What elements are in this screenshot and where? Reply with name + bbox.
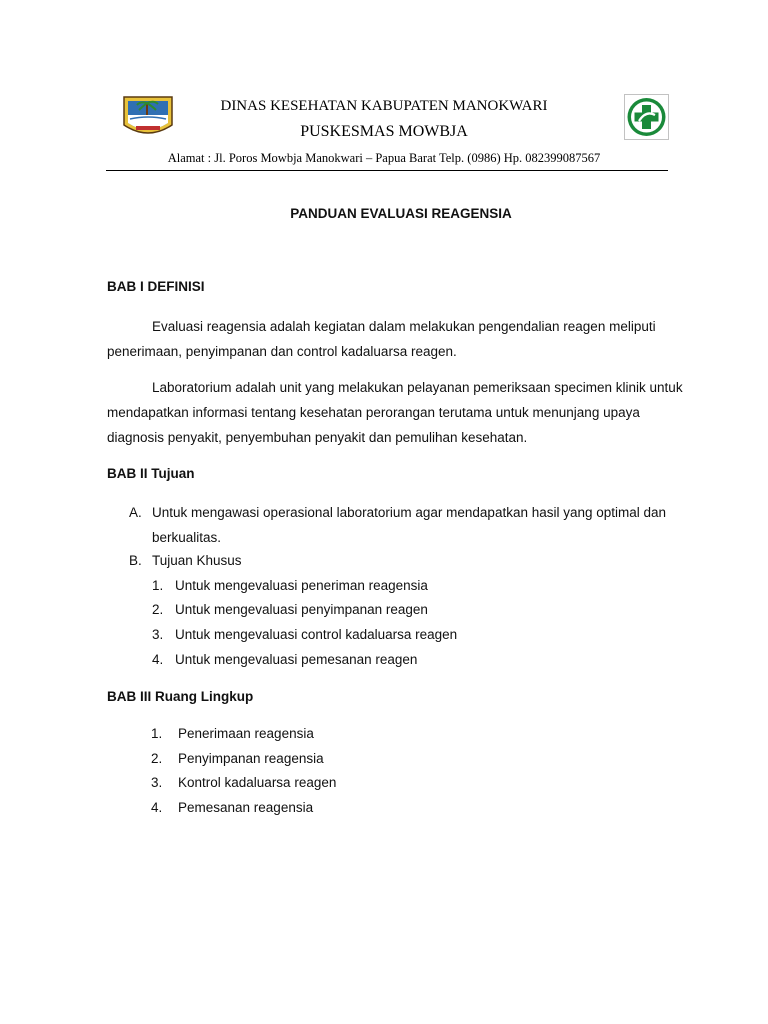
puskesmas-name: PUSKESMAS MOWBJA	[300, 123, 468, 140]
list-marker: B.	[129, 553, 142, 568]
list-item	[151, 770, 551, 795]
list-item	[152, 597, 552, 622]
bab2-a-line1: Untuk mengawasi operasional laboratorium agar mendapatkan hasil yang optimal dan	[152, 505, 667, 520]
list-item-text: Penyimpanan reagensia	[178, 751, 324, 766]
list-marker: 1.	[152, 578, 164, 593]
puskesmas-logo-icon	[624, 94, 669, 140]
bab2-b-text: Tujuan Khusus	[152, 553, 242, 568]
list-item-text: Pemesanan reagensia	[178, 800, 314, 815]
list-marker: 3.	[151, 775, 163, 790]
document-title: PANDUAN EVALUASI REAGENSIA	[290, 206, 512, 221]
list-marker: A.	[129, 505, 142, 520]
list-marker: 4.	[151, 800, 163, 815]
bab3-heading: BAB III Ruang Lingkup	[107, 689, 254, 704]
list-item-text: Untuk mengevaluasi peneriman reagensia	[175, 578, 428, 593]
bab1-para2-line1: Laboratorium adalah unit yang melakukan pelayanan pemeriksaan specimen klinik untuk	[152, 380, 683, 395]
bab2-heading: BAB II Tujuan	[107, 466, 195, 481]
list-marker: 1.	[151, 726, 163, 741]
list-marker: 3.	[152, 627, 164, 642]
list-item	[151, 721, 551, 746]
list-item	[152, 622, 552, 647]
bab1-heading: BAB I DEFINISI	[107, 279, 205, 294]
bab2-a-line2: berkualitas.	[152, 530, 222, 545]
list-marker: 4.	[152, 652, 164, 667]
list-item	[152, 647, 552, 672]
list-item-text: Kontrol kadaluarsa reagen	[178, 775, 337, 790]
list-item-text: Untuk mengevaluasi pemesanan reagen	[175, 652, 418, 667]
bab1-para1-line2: penerimaan, penyimpanan dan control kadaluarsa reagen.	[107, 344, 457, 359]
list-item	[151, 795, 551, 820]
bab1-para1-line1: Evaluasi reagensia adalah kegiatan dalam melakukan pengendalian reagen meliputi	[152, 319, 656, 334]
agency-name: DINAS KESEHATAN KABUPATEN MANOKWARI	[220, 98, 548, 114]
list-item-text: Penerimaan reagensia	[178, 726, 314, 741]
list-item	[151, 746, 551, 771]
list-marker: 2.	[151, 751, 163, 766]
bab1-paragraph-1	[107, 314, 687, 364]
list-item-text: Untuk mengevaluasi penyimpanan reagen	[175, 602, 428, 617]
list-item	[129, 500, 689, 550]
list-item	[129, 548, 529, 573]
letterhead-divider	[106, 170, 668, 171]
list-item	[152, 573, 552, 598]
list-marker: 2.	[152, 602, 164, 617]
bab1-para2-line3: diagnosis penyakit, penyembuhan penyakit dan pemulihan kesehatan.	[107, 430, 528, 445]
bab1-para2-line2: mendapatkan informasi tentang kesehatan perorangan terutama untuk menunjang upaya	[107, 405, 640, 420]
list-item-text: Untuk mengevaluasi control kadaluarsa reagen	[175, 627, 458, 642]
bab1-paragraph-2	[107, 375, 687, 450]
address-line: Alamat : Jl. Poros Mowbja Manokwari – Papua Barat Telp. (0986) Hp. 082399087567	[167, 151, 601, 165]
